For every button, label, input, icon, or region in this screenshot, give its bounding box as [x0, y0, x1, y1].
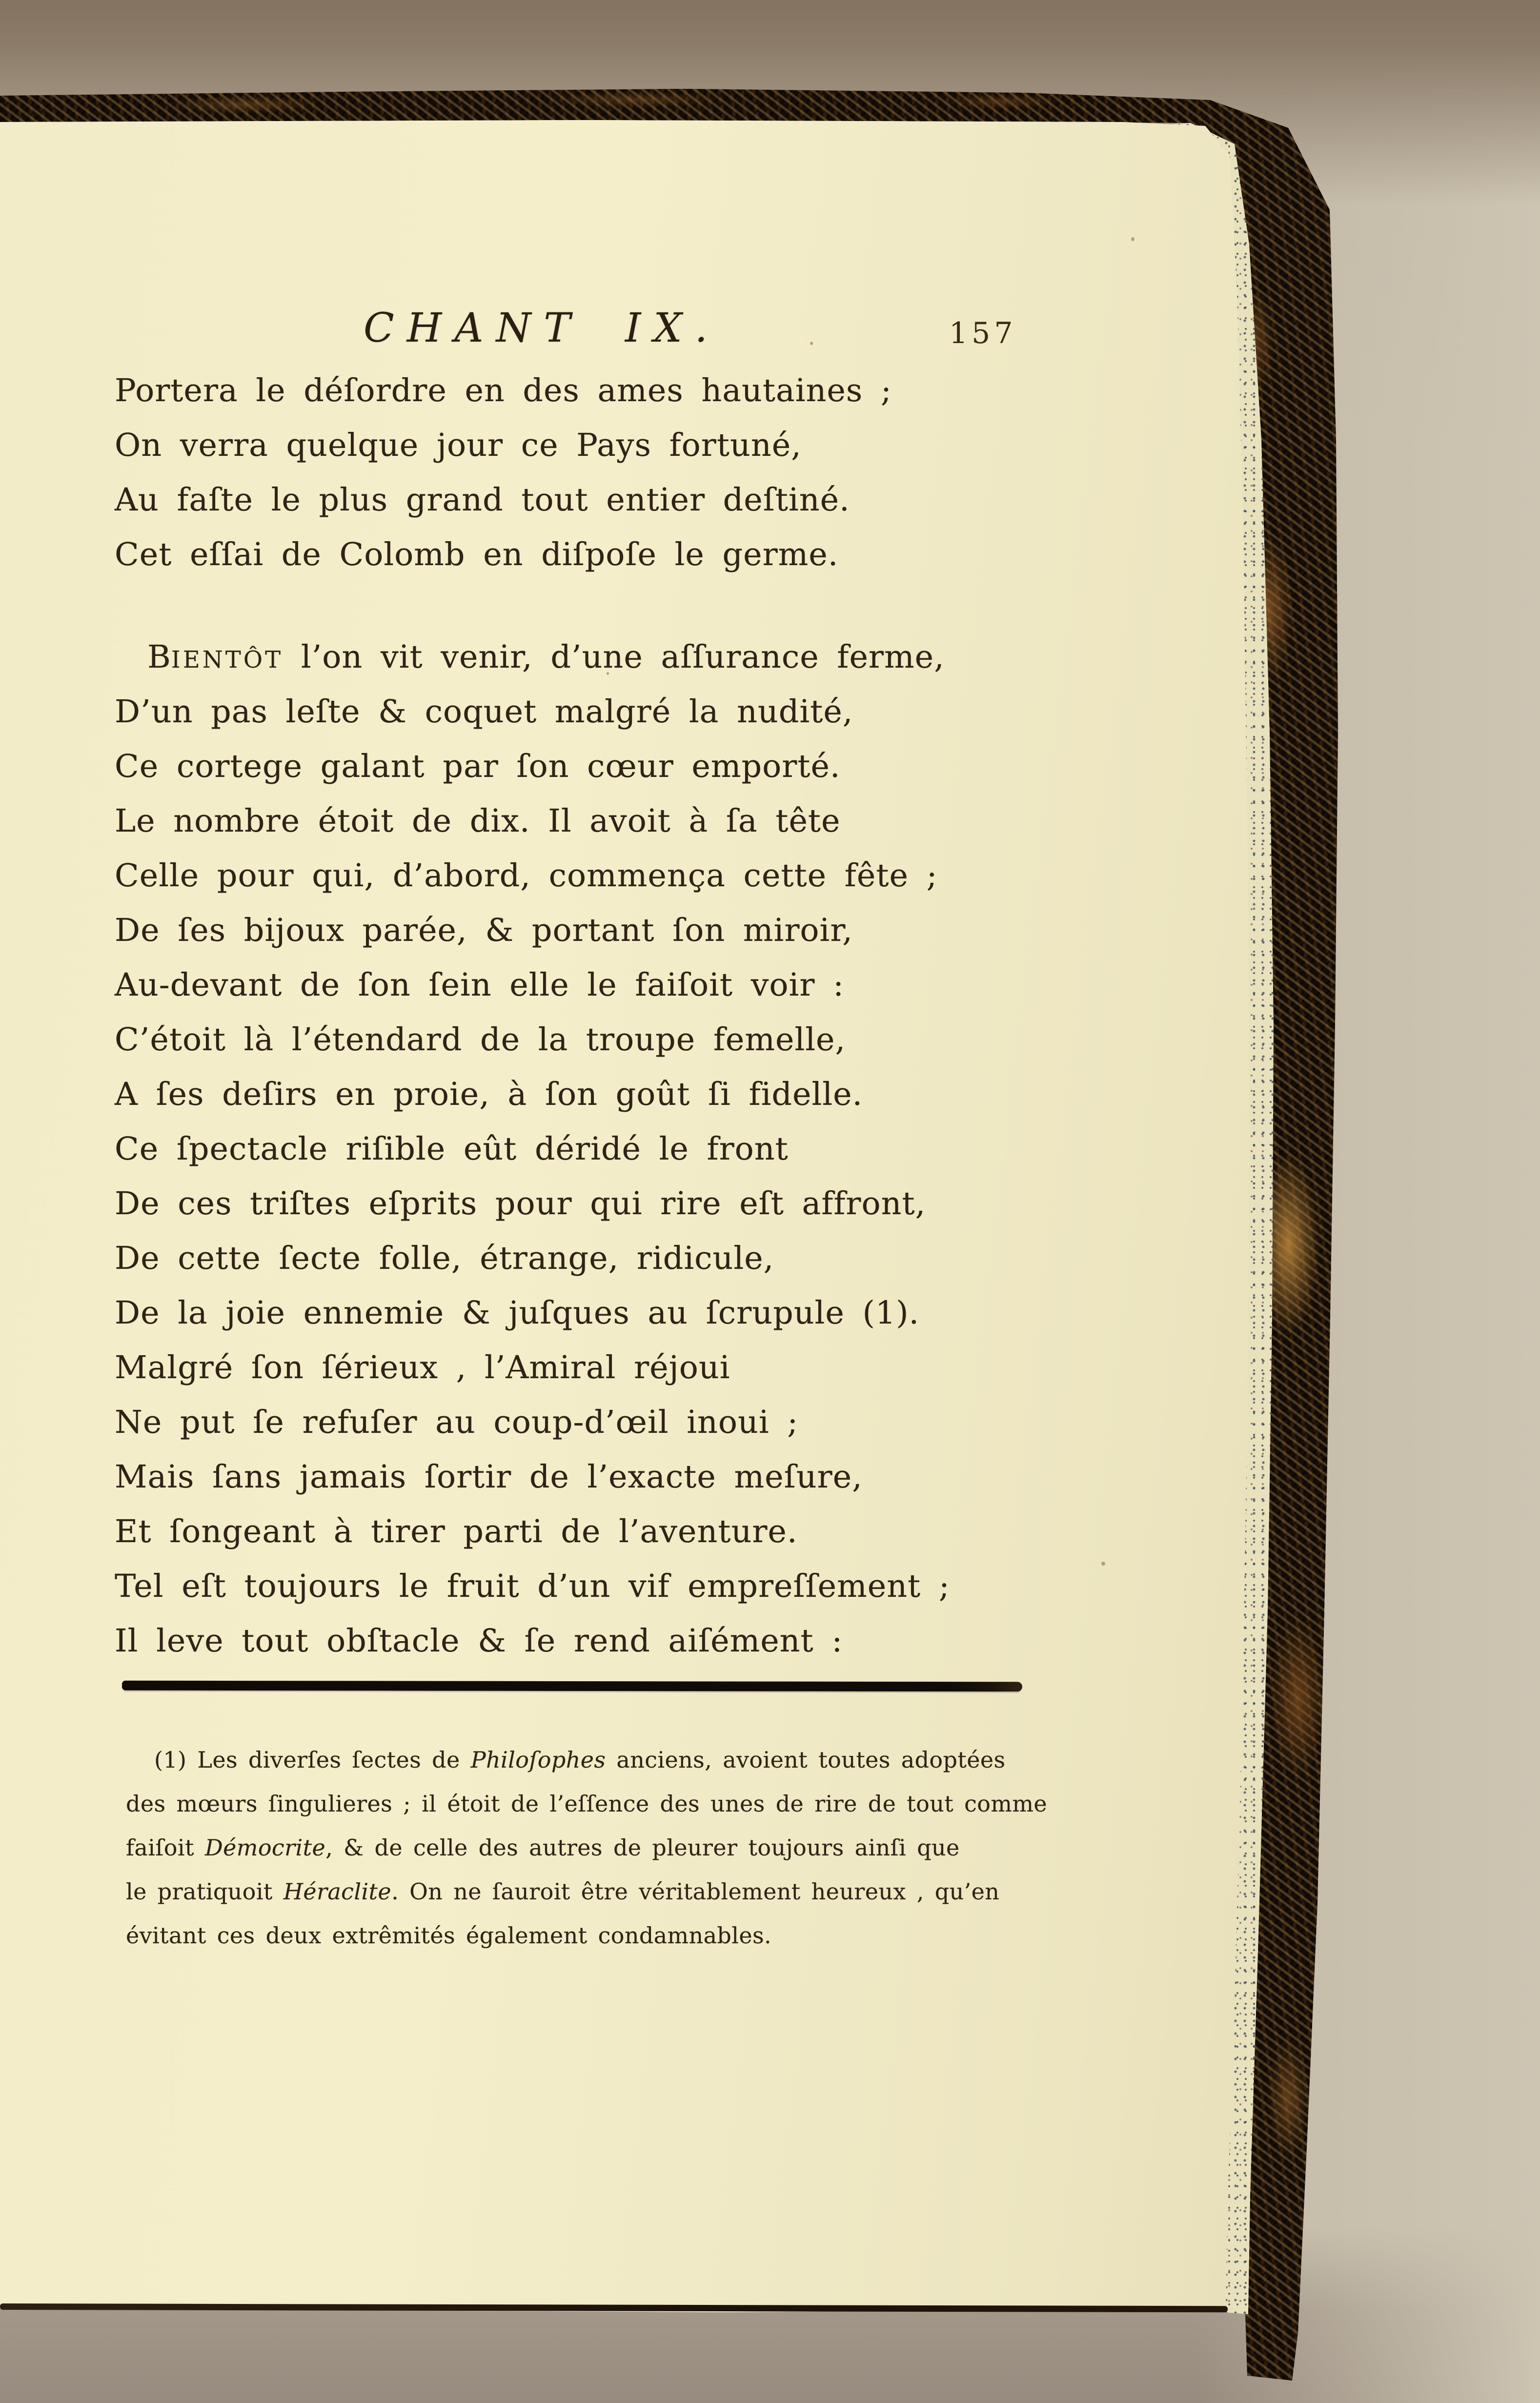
poem-line: Celle pour qui, d’abord, commença cette fête ;	[115, 857, 938, 894]
footnote-italic-term: Héraclite	[283, 1878, 392, 1905]
poem-line: On verra quelque jour ce Pays fortuné,	[115, 427, 802, 464]
poem-line: Cet eſſai de Colomb en diſpoſe le germe.	[115, 536, 839, 573]
poem-line: De cette ſecte folle, étrange, ridicule,	[115, 1240, 774, 1277]
smallcaps-word: IENTÔT	[171, 646, 284, 673]
poem-line: Tel eſt toujours le fruit d’un vif empreſſement ;	[115, 1568, 950, 1605]
footnote-text: le pratiquoit	[126, 1878, 284, 1905]
poem-line-rest: l’on vit venir, d’une aſſurance ferme,	[283, 639, 945, 675]
footnote-text: faiſoit	[126, 1834, 205, 1861]
poem-line: Au faſte le plus grand tout entier deſtiné.	[115, 482, 850, 518]
poem-line: Mais ſans jamais ſortir de l’exacte meſure,	[115, 1459, 863, 1495]
poem-line	[147, 636, 945, 681]
smallcaps-initial: B	[147, 639, 171, 675]
poem-line: Malgré ſon ſérieux , l’Amiral réjoui	[115, 1349, 730, 1386]
poem-line: Il leve tout obſtacle & ſe rend aiſément :	[115, 1623, 843, 1659]
poem-line: Ce ſpectacle riſible eût déridé le front	[115, 1131, 789, 1167]
footnote-text: , & de celle des autres de pleurer toujours ainſi que	[325, 1834, 960, 1861]
footnote-text: des mœurs ſingulieres ; il étoit de l’eſſence des unes de rire de tout comme	[126, 1791, 1048, 1817]
footnote-text: (1) Les diverſes ſectes de	[154, 1747, 471, 1773]
footnote-italic-term: Philoſophes	[470, 1747, 606, 1773]
poem-line: Portera le déſordre en des ames hautaines ;	[115, 372, 892, 409]
footnote-line	[154, 1745, 1006, 1774]
foxing-speck	[1131, 237, 1135, 241]
foxing-speck	[810, 342, 813, 345]
footnote-text: anciens, avoient toutes adoptées	[606, 1747, 1006, 1773]
poem-line: De ſes bijoux parée, & portant ſon miroir,	[115, 912, 853, 949]
footnote-line	[126, 1833, 960, 1862]
poem-line: C’étoit là l’étendard de la troupe femelle,	[115, 1021, 846, 1058]
poem-line: Ce cortege galant par ſon cœur emporté.	[115, 748, 841, 785]
foxing-speck	[1101, 1562, 1105, 1566]
footnote-line	[126, 1877, 999, 1906]
poem-line: De la joie ennemie & juſques au ſcrupule (1).	[115, 1295, 920, 1331]
poem-line: Au-devant de ſon ſein elle le faiſoit voir :	[115, 967, 844, 1003]
poem-line: D’un pas leſte & coquet malgré la nudité,	[115, 693, 853, 730]
poem-line: Le nombre étoit de dix. Il avoit à ſa tête	[115, 803, 841, 839]
poem-line: Ne put ſe refuſer au coup-d’œil inoui ;	[115, 1404, 799, 1441]
poem-line: A ſes deſirs en proie, à ſon goût ſi fidelle.	[115, 1076, 863, 1113]
page-number: 157	[949, 316, 1017, 350]
page-title: CHANT IX.	[364, 305, 720, 351]
poem-line: De ces triſtes eſprits pour qui rire eſt affront,	[115, 1185, 926, 1222]
footnote-divider-rule	[122, 1681, 1022, 1692]
footnote-italic-term: Démocrite	[204, 1834, 326, 1861]
footnote-text: évitant ces deux extrêmités également condamnables.	[126, 1922, 772, 1949]
poem-line: Et ſongeant à tirer parti de l’aventure.	[115, 1513, 798, 1550]
footnote-line	[126, 1921, 771, 1950]
footnote-text: . On ne ſauroit être véritablement heureux , qu’en	[391, 1878, 1000, 1905]
footnote-line	[126, 1789, 1047, 1818]
